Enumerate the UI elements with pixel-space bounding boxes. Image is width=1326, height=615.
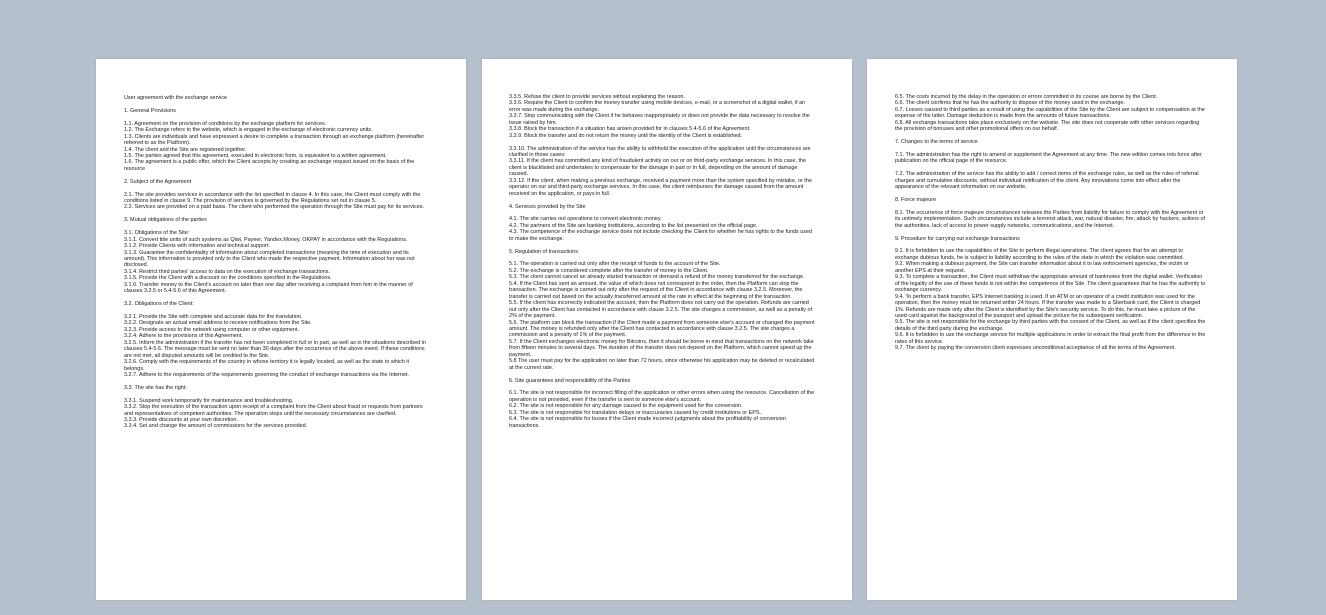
text-line: 9.3. To complete a transaction, the Client must withdraw the appropriate amount of banknotes from the digital wallet. Verification of the legality of the use of these funds is not within the competence of the Site. The client guarantees that he has the authority to exchange currency. [895,274,1206,294]
text-line: 3.3.3. Provide discounts at your own discretion. [124,417,238,424]
text-line: User agreement with the exchange service [124,95,228,101]
text-line: 1.3. Clients are individuals and have expressed a desire to complete a transaction through an exchange platform (hereinafter referred to as the Platform). [124,133,425,147]
paragraph [895,94,1207,133]
text-line: 4. Services provided by the Site [509,203,586,210]
paragraph [124,217,428,223]
text-line: 1.6. The agreement is a public offer, which the Client accepts by creating an exchange request issued on the basis of the resource [124,159,415,172]
paragraph [124,192,428,211]
text-line: 9.4. To perform a bank transfer, EPS Internet banking is used. If an ATM or an operator of a credit institution was used for the operation, then the money must be returned within 24 hours. If the transfer was made to a Sberbank card, the Client is charged 1%. Refunds are made only after the Client is identified by the Site's security service. To do this, he must take a picture of the used card against the background of the passport and upload the picture for its subsequent verification. [895,293,1201,319]
text-line: 3.2.4. Adhere to the provisions of this Agreement. [124,333,243,340]
text-line: 3.1.2. Provide Clients with information and technical support. [124,243,270,250]
text-line: 5.5. If the client has incorrectly indicated the account, then the Platform does not carry out the operation. Refunds are carried out only after the Client has contacted in accordance with clause 3.2.5. The site charges a commission, as well as a penalty of 2% of the payment. [509,300,813,320]
text-line: 6.6. The client confirms that he has the authority to dispose of the money used in the exchange. [895,100,1125,107]
paragraph [895,248,1207,351]
text-line: 6. Site guarantees and responsibility of the Parties [509,377,631,384]
text-line: 9.2. When making a dubious payment, the Site can transfer information about it to law enforcement agencies, the victim or another EPS at their request. [895,261,1189,274]
text-line: 5.2. The exchange is considered complete after the transfer of money to the Client. [509,267,709,274]
text-line: 9.7. The client by paying the conversion client expresses unconditional acceptance of all the terms of the Agreement. [895,345,1176,352]
text-line: 6.1. The site is not responsible for incorrect filling of the application or other errors when using the resource. Cancellation of the operation is not provided, even if the transfer is sent to someone else's account. [509,390,815,403]
page-1-content [124,95,428,436]
text-line: 8.1. The occurrence of force majeure circumstances releases the Parties from liability for failure to comply with the Agreement or its untimely implementation. Such circumstances include a terrorist attack, war, natural disaster, fire, attack by hackers, actions of the authorities, lack of access to power supply networks, communications, and the Internet. [895,209,1206,229]
text-line: 4.3. The competence of the exchange service does not include checking the Client for whether he has rights to the funds used to make the exchange. [509,229,813,242]
text-line: 5.7. If the Client exchanges electronic money for Bitcoins, then it should be borne in mind that transactions on the network take from fifteen minutes to several days. The duration of the transfer does not depend on the Platform, which cannot speed up the payment. [509,338,814,358]
text-line: 6.5. The costs incurred by the delay in the operation or errors committed in its course are borne by the Client. [895,94,1158,100]
text-line: 3.3.7. Stop communicating with the Client if he behaves inappropriately or does not provide the data necessary to resolve the issue raised by him. [509,113,810,126]
text-line: 3.1. Obligations of the Site: [124,230,190,237]
text-line: 6.2. The site is not responsible for any damage caused to the equipment used for the conversion. [509,403,743,410]
text-line: 3.1.5. Provide the Client with a discount on the conditions specified in the Regulations. [124,275,332,282]
text-line: 6.4. The site is not responsible for losses if the Client made incorrect judgments about the profitability of conversion transactions. [509,416,786,429]
text-line: 3.2.7. Adhere to the requirements of the requirements governing the conduct of exchange transactions via the Internet. [124,371,410,378]
paragraph [124,230,428,295]
paragraph [895,210,1207,229]
paragraph [124,95,428,101]
paragraph [509,204,817,210]
text-line: 7. Changes to the terms of service [895,139,978,146]
paragraph [124,108,428,114]
text-line: 3. Mutual obligations of the parties [124,217,207,224]
paragraph [895,197,1207,203]
text-line: 1.1. Agreement on the provision of conditions by the exchange platform for services. [124,120,327,127]
text-line: 6.3. The site is not responsible for translation delays or inaccuracies caused by credit institutions or EPS. [509,409,761,416]
text-line: 5.8 The user must pay for the application no later than 72 hours, since otherwise his application may be deleted or recalculated at the current rate. [509,358,815,371]
text-line: 2.1. The site provides services in accordance with the list specified in clause 4. In this case, the Client must comply with the conditions listed in clause 9. The provision of services is governed by the Regulations set out in clause 5. [124,191,421,204]
text-line: 3.2.6. Comply with the requirements of the country in whose territory it is legally located, as well as the state to which it belongs. [124,359,409,372]
text-line: 3.1.6. Transfer money to the Client's account no later than one day after receiving a complaint from him in the manner of clauses 3.2.5 or 5.4-5.6 of this Agreement. [124,281,413,295]
paragraph [124,385,428,391]
paragraph [509,146,817,198]
text-line: 3.1.1. Convert title units of such systems as Qiwi, Payeer, Yandex.Money, OKPAY in accordance with the Regulations. [124,236,408,243]
text-line: 9. Procedure for carrying out exchange transactions [895,235,1020,242]
text-line: 3.3.11. If the client has committed any kind of fraudulent activity on our or on third-party exchange services. In this case, the client is blacklisted and undertakes to compensate for the damage in part or in full, depending on the amount of damage caused. [509,158,807,178]
paragraph [509,378,817,384]
paragraph [124,398,428,430]
paragraph [895,139,1207,145]
paragraph [509,261,817,371]
paragraph [509,390,817,429]
paragraph [124,179,428,185]
text-line: 7.1. The administration has the right to amend or supplement the Agreement at any time. The new edition comes into force after publication on the official page of the resource. [895,151,1202,165]
text-line: 3.2. Obligations of the Client: [124,301,194,308]
document-page-3 [867,59,1237,600]
text-line: 2.2. Services are provided on a paid basis. The client who performed the operation through the Site must pay for its services. [124,204,425,211]
paragraph [124,314,428,379]
text-line: 1.4. The client and the Site are registered together. [124,146,247,153]
paragraph [895,236,1207,242]
text-line: 5. Regulation of transactions [509,248,578,255]
text-line: 3.3.2. Stop the execution of the transaction upon receipt of a complaint from the Client about fraud or requests from partners and representatives of competent authorities. The operation stops until the necessary circumstances are clarified. [124,404,423,417]
text-line: 3.3.6. Require the Client to confirm the money transfer using mobile devices, e-mail, or a screenshot of a digital wallet, if an error was made during the exchange. [509,100,806,113]
text-line: 9.1. It is forbidden to use the capabilities of the Site to perform illegal operations. The client agrees that for an attempt to exchange dubious funds, he is subject to liability according to the rules of the state in which the violation was committed. [895,248,1184,261]
text-line: 3.3.5. Refuse the client to provide services without explaining the reason. [509,94,685,100]
text-line: 1.5. The parties agreed that this agreement, executed in electronic form, is equivalent to a written agreement. [124,152,387,159]
text-line: 3.2.5. Inform the administration if the transfer has not been completed in full or in part, as well as in the situations described in clauses 5.4-5.6. The message must be sent no later than 30 days after the occurrence of the above event. If these conditions are not met, all disputed amounts will be credited to the Site. [124,339,426,359]
paragraph [124,301,428,307]
text-line: 5.6. The platform can block the transaction if the Client made a payment from someone else's account or changed the payment amount. The money is refunded only after the Client has contacted in accordance with clause 3.2.5. The site charges a commission and a penalty of 1% of the payment. [509,319,815,339]
paragraph [895,171,1207,190]
text-line: 3.3.1. Suspend work temporarily for maintenance and troubleshooting. [124,397,294,404]
document-page-2 [482,59,852,600]
text-line: 3.3. The site has the right: [124,384,187,391]
text-line: 4.1. The site carries out operations to convert electronic money. [509,216,662,223]
text-line: 3.3.8. Block the transaction if a situation has arisen provided for in clauses 5.4-5.6 of the Agreement. [509,126,751,133]
text-line: 3.3.12. If the client, when making a previous exchange, received a payment more than the system specified by mistake, or the operator on our and third-party exchange services. In this case, the client reimburses the damage caused from the amount received on the application, or pays in full. [509,177,812,197]
paragraph [509,216,817,242]
text-line: 9.6. It is forbidden to use the exchange service for multiple applications in order to extract the final profit from the difference in the rates of this service. [895,332,1206,345]
paragraph [509,249,817,255]
text-line: 3.3.10. The administration of the service has the ability to withhold the execution of the application until the circumstances are clarified in those cases: [509,145,811,159]
text-line: 3.3.4. Set and change the amount of commissions for the services provided. [124,423,308,430]
text-line: 6.7. Losses caused to third parties as a result of using the capabilities of the Site by the Client are subject to compensation at the expense of the latter. Damage deduction is made from the amounts of future transactions. [895,106,1205,120]
paragraph [124,121,428,173]
text-line: 6.8. All exchange transactions take place exclusively on the website. The site does not cooperate with other services regarding the provision of bonuses and other promotional offers on our behalf. [895,119,1200,133]
document-page-1 [96,59,466,600]
page-3-content [895,94,1207,358]
text-line: 4.2. The partners of the Site are banking institutions, according to the list presented on the official page. [509,222,758,229]
text-line: 1.2. The Exchange refers to the website, which is engaged in the exchange of electronic currency units. [124,127,373,134]
text-line: 5.4. If the Client has sent an amount, the value of which does not correspond to the order, then the Platform can stop the transaction. The exchange is carried out only after the request of the Client in accordance with clause 3.2.5. Moreover, the transfer is carried out based on the actually transferred amount at the rate in effect at the beginning of the transaction. [509,280,803,300]
text-line: 3.1.4. Restrict third parties' access to data on the execution of exchange transactions. [124,268,330,275]
text-line: 5.1. The operation is carried out only after the receipt of funds to the account of the Site. [509,261,721,268]
text-line: 3.3.9. Block the transfer and do not return the money until the identity of the Client is established. [509,132,743,139]
text-line: 3.2.1. Provide the Site with complete and accurate data for the translation. [124,313,303,320]
text-line: 9.5. The site is not responsible for the exchange by third parties with the consent of the Client, as well as if the client specifies the details of the third party during the exchange. [895,319,1206,332]
text-line: 3.2.3. Provide access to the network using computer or other equipment. [124,326,300,333]
text-line: 5.3. The client cannot cancel an already started transaction or demand a refund of the money transferred for the exchange. [509,274,805,281]
text-line: 3.1.3. Guarantee the confidentiality of information about completed transactions (meaning the time of execution and its amount). This information is provided only to the Client who made the respective payment. Information about her was not disclosed. [124,249,415,269]
text-line: 3.2.2. Designate an actual email address to receive notifications from the Site. [124,320,312,327]
paragraph [509,94,817,139]
text-line: 7.2. The administration of the service has the ability to add / correct items of the exchange rules, as well as the rules of referral charges and cumulative discounts, without individual notification of the client. Any innovations come into effect after the appearance of the relevant information on our website. [895,171,1199,191]
paragraph [895,152,1207,165]
text-line: 8. Force majeure [895,197,937,203]
text-line: 1. General Provisions [124,107,176,114]
page-2-content [509,94,817,436]
text-line: 2. Subject of the Agreement [124,178,192,185]
